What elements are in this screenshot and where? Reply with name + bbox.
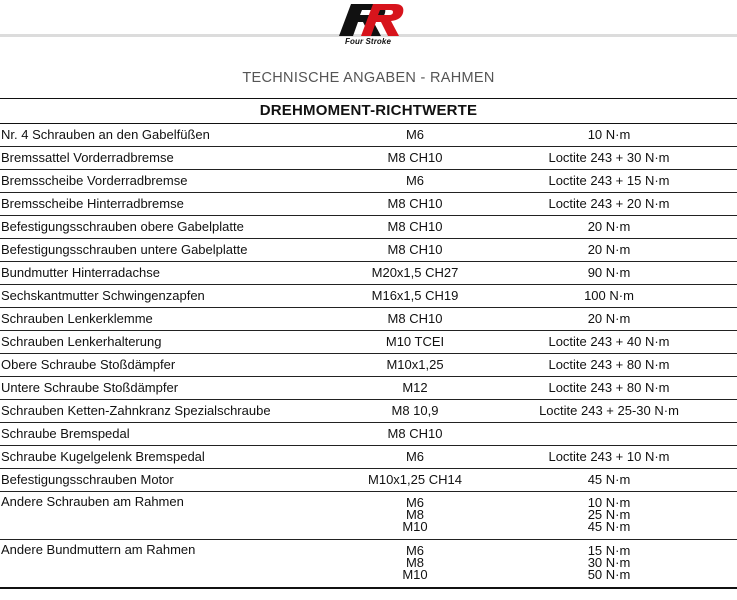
thread-value: M8: [405, 555, 425, 570]
thread-value: M10: [402, 567, 428, 582]
table-row: [0, 400, 737, 423]
torque-value: 15 N·m: [587, 543, 631, 558]
part-cell: Andere Schrauben am Rahmen: [1, 494, 184, 509]
table-row: [0, 446, 737, 469]
torque-cell: 100 N·m: [584, 288, 634, 303]
thread-cell: M6: [405, 173, 425, 188]
table-row-multi: [0, 540, 737, 589]
thread-cell: M8 CH10: [387, 242, 443, 257]
torque-cell: [499, 423, 719, 445]
torque-cell: Loctite 243 + 80 N·m: [548, 380, 670, 395]
part-cell: Schrauben Ketten-Zahnkranz Spezialschraube: [1, 403, 271, 418]
thread-cell: M20x1,5 CH27: [371, 265, 459, 280]
part-cell: Befestigungsschrauben obere Gabelplatte: [1, 219, 244, 234]
part-cell: Bremsscheibe Vorderradbremse: [1, 173, 188, 188]
table-row: [0, 124, 737, 147]
table-row: [0, 308, 737, 331]
torque-cell: Loctite 243 + 20 N·m: [548, 196, 670, 211]
thread-cell: M8 CH10: [387, 196, 443, 211]
torque-value: 50 N·m: [587, 567, 631, 582]
table-row: [0, 239, 737, 262]
part-cell: Schraube Kugelgelenk Bremspedal: [1, 449, 205, 464]
torque-cell: Loctite 243 + 25-30 N·m: [539, 403, 679, 418]
thread-cell: M10 TCEI: [385, 334, 445, 349]
part-cell: Andere Bundmuttern am Rahmen: [1, 542, 196, 557]
thread-cell: M8 CH10: [387, 219, 443, 234]
torque-cell: Loctite 243 + 30 N·m: [548, 150, 670, 165]
table-row: [0, 377, 737, 400]
thread-cell: M6: [405, 127, 425, 142]
table-row: [0, 354, 737, 377]
torque-cell: 20 N·m: [587, 242, 631, 257]
thread-value: M10: [402, 519, 428, 534]
torque-cell: Loctite 243 + 15 N·m: [548, 173, 670, 188]
part-cell: Bremssattel Vorderradbremse: [1, 150, 174, 165]
brand-text: Four Stroke: [328, 37, 408, 47]
table-row: [0, 331, 737, 354]
table-row: [0, 216, 737, 239]
torque-value: 10 N·m: [587, 495, 631, 510]
table-row-multi: [0, 492, 737, 540]
table-row: [0, 170, 737, 193]
torque-table: [0, 98, 737, 589]
thread-cell: M10x1,25: [386, 357, 444, 372]
thread-value: M8: [405, 507, 425, 522]
thread-value: M6: [405, 543, 425, 558]
part-cell: Untere Schraube Stoßdämpfer: [1, 380, 179, 395]
torque-cell: Loctite 243 + 10 N·m: [548, 449, 670, 464]
part-cell: Nr. 4 Schrauben an den Gabelfüßen: [1, 127, 210, 142]
torque-cell: 20 N·m: [587, 219, 631, 234]
torque-value: 25 N·m: [587, 507, 631, 522]
thread-stack: [331, 492, 499, 539]
table-row: [0, 147, 737, 170]
thread-cell: M16x1,5 CH19: [371, 288, 459, 303]
torque-cell: 20 N·m: [587, 311, 631, 326]
part-cell: Schrauben Lenkerklemme: [1, 311, 153, 326]
thread-stack: [331, 540, 499, 587]
part-cell: Sechskantmutter Schwingenzapfen: [1, 288, 205, 303]
torque-value: 45 N·m: [587, 519, 631, 534]
torque-stack: [499, 540, 719, 587]
torque-cell: Loctite 243 + 80 N·m: [548, 357, 670, 372]
torque-stack: [499, 492, 719, 539]
thread-value: M6: [405, 495, 425, 510]
thread-cell: M8 CH10: [387, 150, 443, 165]
table-row: [0, 423, 737, 446]
part-cell: Schraube Bremspedal: [1, 426, 130, 441]
thread-cell: M8 10,9: [391, 403, 439, 418]
part-cell: Schrauben Lenkerhalterung: [1, 334, 162, 349]
table-row: [0, 469, 737, 492]
part-cell: Befestigungsschrauben Motor: [1, 472, 174, 487]
thread-cell: M10x1,25 CH14: [368, 472, 462, 487]
part-cell: Bundmutter Hinterradachse: [1, 265, 160, 280]
section-title: TECHNISCHE ANGABEN - RAHMEN: [242, 70, 495, 86]
rr-logo-icon: [325, 0, 411, 40]
torque-value: 30 N·m: [587, 555, 631, 570]
thread-cell: M8 CH10: [387, 426, 443, 441]
table-row: [0, 193, 737, 216]
torque-cell: 90 N·m: [587, 265, 631, 280]
part-cell: Obere Schraube Stoßdämpfer: [1, 357, 176, 372]
torque-cell: 45 N·m: [587, 472, 631, 487]
table-title: DREHMOMENT-RICHTWERTE: [0, 98, 737, 124]
table-row: [0, 285, 737, 308]
thread-cell: M6: [405, 449, 425, 464]
brand-logo: [320, 0, 416, 50]
thread-cell: M8 CH10: [387, 311, 443, 326]
part-cell: Befestigungsschrauben untere Gabelplatte: [1, 242, 248, 257]
torque-cell: 10 N·m: [587, 127, 631, 142]
thread-cell: M12: [402, 380, 428, 395]
part-cell: Bremsscheibe Hinterradbremse: [1, 196, 184, 211]
table-row: [0, 262, 737, 285]
torque-cell: Loctite 243 + 40 N·m: [548, 334, 670, 349]
